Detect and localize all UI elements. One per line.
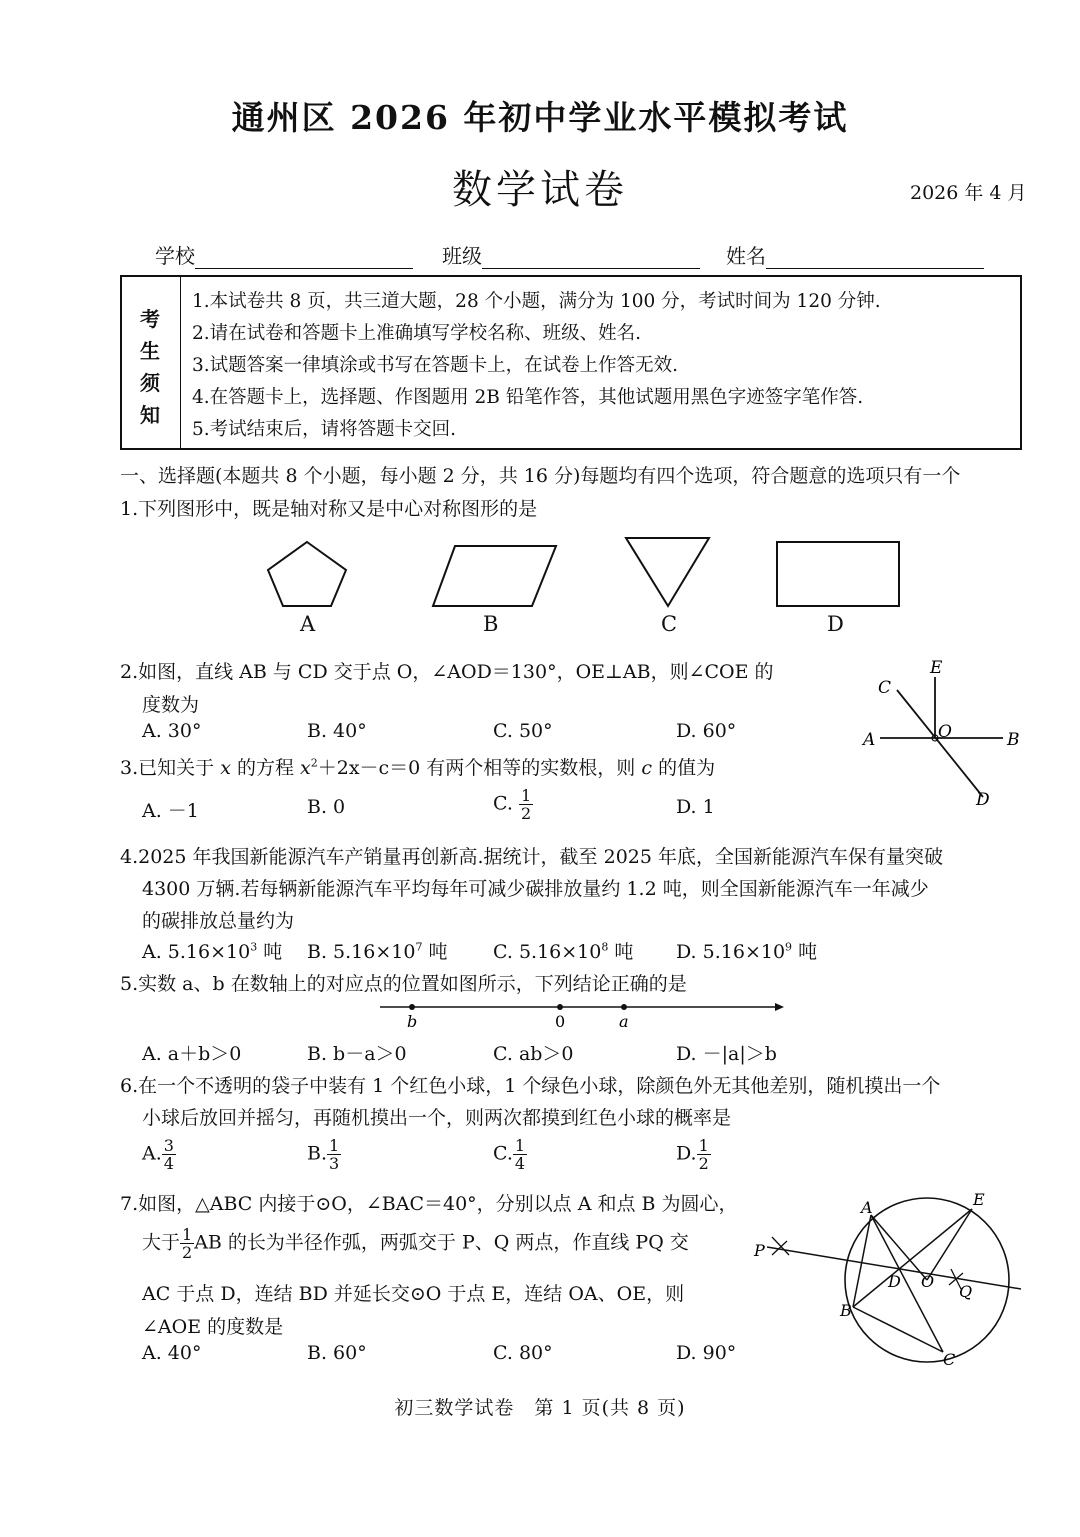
notice-item: 4.在答题卡上，选择题、作图题用 2B 铅笔作答，其他试题用黑色字迹签字笔作答. — [192, 387, 864, 408]
q6-option-b[interactable] — [307, 1137, 341, 1172]
page-footer: 初三数学试卷 第 1 页(共 8 页) — [394, 1397, 686, 1419]
frac-numerator: 1 — [514, 1136, 526, 1155]
label-a: A — [861, 1198, 873, 1217]
triangle-shape — [626, 538, 709, 606]
label-e: E — [973, 1190, 985, 1209]
q3-option-d[interactable]: D. 1 — [676, 796, 715, 818]
segment-oe — [927, 1209, 972, 1280]
q7-line4: ∠AOE 的度数是 — [142, 1316, 284, 1338]
q3-fraction — [519, 787, 533, 822]
q6-option-d[interactable] — [676, 1137, 711, 1172]
q2-option-b[interactable]: B. 40° — [307, 720, 367, 742]
label-a: A — [863, 730, 876, 750]
frac-denominator: 4 — [163, 1154, 174, 1173]
q3-option-a[interactable]: A. －1 — [142, 800, 199, 822]
q6-opt-label: D. — [676, 1142, 697, 1165]
notice-heading-char: 知 — [140, 403, 160, 427]
label-d: D — [976, 790, 990, 810]
frac-denominator: 2 — [182, 1243, 193, 1262]
name-label: 姓名 — [726, 244, 766, 268]
label-q: Q — [959, 1282, 973, 1301]
notice-heading-char: 须 — [140, 371, 160, 395]
frac-denominator: 2 — [520, 804, 532, 823]
q3-eq-x: x — [300, 757, 311, 779]
q7-line1: 7.如图，△ABC 内接于⊙O，∠BAC＝40°，分别以点 A 和点 B 为圆心， — [120, 1193, 738, 1215]
q3-option-c-label: C. — [493, 792, 513, 815]
notice-item: 3.试题答案一律填涂或书写在答题卡上，在试卷上作答无效. — [192, 355, 679, 376]
frac-denominator: 4 — [514, 1154, 526, 1173]
q1-option-label[interactable]: D — [827, 612, 844, 636]
label-a: a — [619, 1012, 629, 1031]
subject-title: 数学试卷 — [452, 167, 628, 213]
q5-number-line — [370, 995, 790, 1035]
label-e: E — [930, 658, 943, 678]
q4-line2: 4300 万辆.若每辆新能源汽车平均每年可减少碳排放量约 1.2 吨，则全国新能源汽车一年减少 — [142, 878, 929, 900]
q3-stem-part: 3.已知关于 — [120, 757, 215, 779]
frac-numerator: 1 — [182, 1225, 193, 1244]
q3-option-b[interactable]: B. 0 — [307, 796, 346, 818]
school-label: 学校 — [155, 244, 195, 268]
q3-exp: 2 — [310, 756, 318, 770]
school-line — [195, 246, 413, 269]
exam-title: 通州区 2026 年初中学业水平模拟考试 — [231, 98, 849, 137]
q6-line1: 6.在一个不透明的袋子中装有 1 个红色小球，1 个绿色小球，除颜色外无其他差别，随机摸出一个 — [120, 1075, 941, 1097]
name-field[interactable] — [726, 240, 984, 269]
segment-bc — [853, 1307, 943, 1352]
q6-fraction — [513, 1137, 527, 1172]
q5-option-a[interactable]: A. a＋b＞0 — [142, 1043, 242, 1065]
notice-heading-char: 生 — [140, 339, 160, 363]
q6-fraction — [697, 1137, 711, 1172]
q5-stem: 5.实数 a、b 在数轴上的对应点的位置如图所示，下列结论正确的是 — [120, 973, 687, 995]
q6-opt-label: A. — [142, 1142, 162, 1165]
frac-denominator: 2 — [698, 1154, 709, 1173]
q4-opt-exp: 9 — [785, 940, 793, 954]
q7-line3: AC 于点 D，连结 BD 并延长交⊙O 于点 E，连结 OA、OE，则 — [142, 1283, 685, 1305]
q6-opt-label: B. — [307, 1142, 328, 1165]
frac-numerator: 1 — [329, 1136, 340, 1155]
q4-line3: 的碳排放总量约为 — [142, 910, 295, 932]
label-b: B — [840, 1301, 852, 1320]
q4-opt-exp: 3 — [250, 940, 258, 954]
parallelogram-shape — [433, 546, 556, 606]
q2-option-c[interactable]: C. 50° — [493, 720, 553, 742]
label-b: b — [407, 1012, 418, 1031]
q6-option-a[interactable] — [142, 1137, 176, 1172]
q4-option-a[interactable] — [142, 937, 282, 964]
q3-stem-part: 的方程 — [236, 757, 294, 779]
q3-var-x: x — [220, 757, 231, 779]
q6-fraction — [327, 1137, 341, 1172]
axis-arrow-icon — [775, 1003, 784, 1011]
q4-option-c[interactable] — [493, 937, 633, 964]
q4-opt-label: B. 5.16×10 — [307, 941, 416, 963]
q2-option-d[interactable]: D. 60° — [676, 720, 737, 742]
frac-numerator: 1 — [520, 786, 532, 805]
notice-item: 5.考试结束后，请将答题卡交回. — [192, 419, 457, 440]
class-field[interactable] — [442, 240, 700, 269]
q7-text: 大于 — [142, 1231, 181, 1254]
q4-option-d[interactable] — [676, 937, 817, 964]
q1-shapes — [250, 530, 920, 620]
q3-stem — [120, 753, 715, 780]
label-o: O — [938, 722, 952, 742]
label-b: B — [1007, 730, 1020, 750]
q7-option-a[interactable]: A. 40° — [142, 1342, 202, 1364]
class-label: 班级 — [442, 244, 482, 268]
rectangle-shape — [777, 542, 899, 606]
q4-opt-label: C. 5.16×10 — [493, 941, 602, 963]
q1-option-label[interactable]: B — [483, 612, 499, 636]
q4-opt-unit: 吨 — [792, 941, 818, 963]
label-o: O — [921, 1272, 935, 1291]
label-c: C — [943, 1350, 956, 1369]
point-b — [409, 1004, 415, 1010]
q4-opt-exp: 8 — [601, 940, 609, 954]
notice-heading — [122, 277, 181, 448]
q2-stem-line1: 2.如图，直线 AB 与 CD 交于点 O，∠AOD＝130°，OE⊥AB，则∠COE 的 — [120, 661, 774, 683]
label-d: D — [888, 1272, 901, 1291]
q1-option-label[interactable]: C — [661, 612, 678, 636]
q4-opt-unit: 吨 — [257, 941, 283, 963]
label-c: C — [878, 678, 892, 698]
q5-option-c[interactable]: C. ab＞0 — [493, 1043, 574, 1065]
frac-denominator: 3 — [329, 1154, 340, 1173]
q7-fraction — [180, 1226, 194, 1261]
q5-option-d[interactable]: D. －|a|＞b — [676, 1043, 777, 1065]
label-p: P — [754, 1241, 765, 1260]
q3-stem-part: ＋2x－c＝0 有两个相等的实数根，则 — [317, 757, 636, 779]
class-line — [482, 246, 700, 269]
label-zero: 0 — [555, 1012, 566, 1031]
q6-option-c[interactable] — [493, 1137, 527, 1172]
q4-opt-label: D. 5.16×10 — [676, 941, 786, 963]
frac-numerator: 1 — [698, 1136, 709, 1155]
q3-option-c[interactable] — [493, 787, 533, 822]
q4-opt-unit: 吨 — [608, 941, 634, 963]
exam-notice-box — [120, 275, 1022, 450]
section-heading: 一、选择题(本题共 8 个小题，每小题 2 分，共 16 分)每题均有四个选项，符合题意的选项只有一个 — [120, 465, 961, 487]
point-a — [621, 1004, 627, 1010]
name-line — [766, 246, 984, 269]
q7-text: AB 的长为半径作弧，两弧交于 P、Q 两点，作直线 PQ 交 — [194, 1231, 689, 1254]
q2-option-a[interactable]: A. 30° — [142, 720, 202, 742]
q1-stem: 1.下列图形中，既是轴对称又是中心对称图形的是 — [120, 498, 538, 520]
arc-mark-p — [772, 1237, 789, 1255]
q4-line1: 4.2025 年我国新能源汽车产销量再创新高.据统计，截至 2025 年底，全国新能源汽车保有量突破 — [120, 846, 943, 868]
q4-opt-exp: 7 — [415, 940, 423, 954]
school-field[interactable] — [155, 240, 413, 269]
q7-line2 — [142, 1226, 689, 1261]
q7-option-b[interactable]: B. 60° — [307, 1342, 367, 1364]
pentagon-shape — [268, 542, 346, 606]
line-cd — [897, 690, 983, 797]
q7-option-d[interactable]: D. 90° — [676, 1342, 737, 1364]
segment-be — [853, 1209, 972, 1307]
q4-opt-unit: 吨 — [422, 941, 448, 963]
point-zero — [557, 1004, 563, 1010]
q3-var-c: c — [641, 757, 653, 779]
q7-option-c[interactable]: C. 80° — [493, 1342, 553, 1364]
q1-option-label[interactable]: A — [300, 612, 316, 636]
q4-opt-label: A. 5.16×10 — [142, 941, 251, 963]
q4-option-b[interactable] — [307, 937, 448, 964]
notice-item: 1.本试卷共 8 页，共三道大题，28 个小题，满分为 100 分，考试时间为 120 分钟. — [192, 291, 881, 312]
q2-stem-line2: 度数为 — [142, 694, 200, 716]
notice-item: 2.请在试卷和答题卡上准确填写学校名称、班级、姓名. — [192, 323, 642, 344]
notice-heading-char: 考 — [140, 307, 160, 331]
q5-option-b[interactable]: B. b－a＞0 — [307, 1043, 407, 1065]
q6-fraction — [162, 1137, 176, 1172]
exam-date: 2026 年 4 月 — [910, 182, 1027, 204]
q2-figure — [855, 655, 1035, 815]
segment-oa — [871, 1215, 927, 1280]
q6-line2: 小球后放回并摇匀，再随机摸出一个，则两次都摸到红色小球的概率是 — [142, 1107, 732, 1129]
frac-numerator: 3 — [163, 1136, 174, 1155]
q6-opt-label: C. — [493, 1142, 513, 1165]
q7-figure — [745, 1185, 1035, 1370]
q3-stem-part: 的值为 — [658, 757, 716, 779]
